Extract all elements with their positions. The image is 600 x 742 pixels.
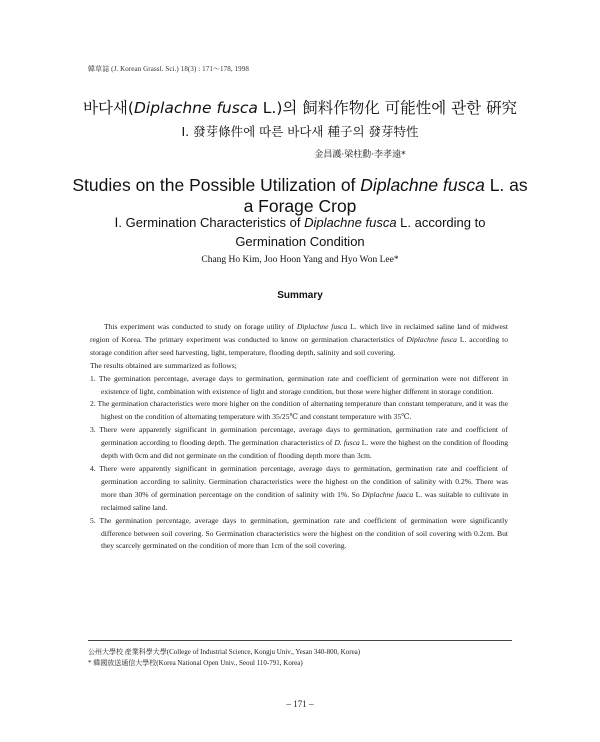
result-3-pre: 3. There were apparently significant in germination percentage, average days to germination, germination rate and coefficient of germination according to flooding depth. The germination characteristics of bbox=[90, 425, 508, 448]
footnotes bbox=[88, 647, 512, 669]
result-item-5: 5. The germination percentage, average days to germination, germination rate and coefficient of germination were significantly difference between soil covering. So Germination characteristics were the highest on the condition of soil covering with 0.2cm. But they scarcely germinated on the condition of more than 1cm of the soil covering. bbox=[90, 515, 508, 551]
result-item-3 bbox=[90, 424, 508, 463]
journal-reference: 韓草誌 (J. Korean Grassl. Sci.) 18(3) : 171～178, 1998 bbox=[88, 65, 249, 73]
result-item-2: 2. The germination characteristics were more higher on the condition of alternating temperature than constant temperature, and it was the highest on the condition of alternating temperature with 35/25℃ and constant temperature with 35℃. bbox=[90, 399, 508, 422]
english-subtitle-post: L. according to bbox=[396, 215, 486, 230]
intro-text-c: L. according to storage condition after seed harvesting, light, temperature, flooding depth, salinity and soil covering. bbox=[90, 334, 509, 357]
english-title-pre: Studies on the Possible Utilization of bbox=[72, 175, 361, 195]
result-item-1: 1. The germination percentage, average days to germination, germination rate and coefficient of germination were not different in existence of light, combination with existence of light and storage condition, but those were higher different in storage condition. bbox=[90, 373, 508, 396]
result-4-pre: 4. There were apparently significant in germination percentage, average days to germination, germination rate and coefficient of germination according to salinity. Germination characteristics were the highest on the condition of salinity with 0.2%. There was more than 30% of germination percentage on the condition of salinity with 1%. So bbox=[90, 463, 508, 499]
korean-authors: 金昌護·梁柱勳·李孝遠* bbox=[314, 150, 406, 160]
intro-species-2: Diplachne fusca bbox=[406, 334, 457, 344]
summary-intro-paragraph bbox=[90, 321, 508, 360]
korean-title bbox=[0, 96, 600, 118]
result-item-4 bbox=[90, 463, 508, 515]
result-3-post: L. were the highest on the condition of flooding depth with 0cm and did not germinate on the condition of flooding depth more than 3cm. bbox=[101, 438, 509, 461]
intro-text-a: This experiment was conducted to study on forage utility of bbox=[104, 322, 297, 331]
english-subtitle-line2: Germination Condition bbox=[235, 234, 365, 249]
english-authors: Chang Ho Kim, Joo Hoon Yang and Hyo Won Lee* bbox=[201, 255, 399, 265]
english-title-species: Diplachne fusca bbox=[360, 175, 485, 195]
intro-species-1: Diplachne fusca bbox=[296, 322, 348, 331]
english-title-line2: a Forage Crop bbox=[243, 196, 357, 216]
korean-title-species: Diplachne fusca bbox=[133, 99, 258, 117]
english-subtitle-line1 bbox=[0, 213, 600, 232]
intro-text-b: L. which live in reclaimed saline land of midwest region of Korea. The primary experiment was conducted to know on germination characteristics of bbox=[90, 322, 508, 344]
english-title-line1 bbox=[0, 175, 600, 196]
english-subtitle bbox=[0, 213, 600, 251]
result-3-species: D. fusca bbox=[334, 438, 360, 448]
footnote-divider bbox=[88, 640, 512, 641]
korean-subtitle: Ⅰ. 發芽條件에 따른 바다새 種子의 發芽特性 bbox=[181, 124, 419, 139]
english-title-post: L. as bbox=[484, 175, 528, 195]
summary-body bbox=[90, 321, 508, 553]
result-4-post: L. was suitable to cultivate in reclaimed saline land. bbox=[101, 489, 508, 512]
result-4-species: Diplachne fuaca bbox=[362, 489, 414, 499]
korean-title-post: L.)의 飼料作物化 可能性에 관한 硏究 bbox=[257, 99, 517, 117]
results-lead: The results obtained are summarized as follows; bbox=[90, 360, 237, 370]
footnote-affiliation-1: 公州大學校 産業科學大學(College of Industrial Science, Kongju Univ., Yesan 340-800, Korea) bbox=[88, 648, 361, 656]
footnote-affiliation-2: * 韓國放送通信大學校(Korea National Open Univ., Seoul 110-791, Korea) bbox=[88, 659, 303, 667]
english-subtitle-pre: Ⅰ. Germination Characteristics of bbox=[114, 215, 305, 230]
korean-title-pre: 바다새( bbox=[82, 99, 134, 117]
page-number: – 171 – bbox=[286, 699, 314, 709]
english-subtitle-species: Diplachne fusca bbox=[304, 215, 397, 230]
summary-heading: Summary bbox=[277, 290, 323, 301]
results-list bbox=[90, 373, 508, 554]
english-title bbox=[0, 175, 600, 217]
